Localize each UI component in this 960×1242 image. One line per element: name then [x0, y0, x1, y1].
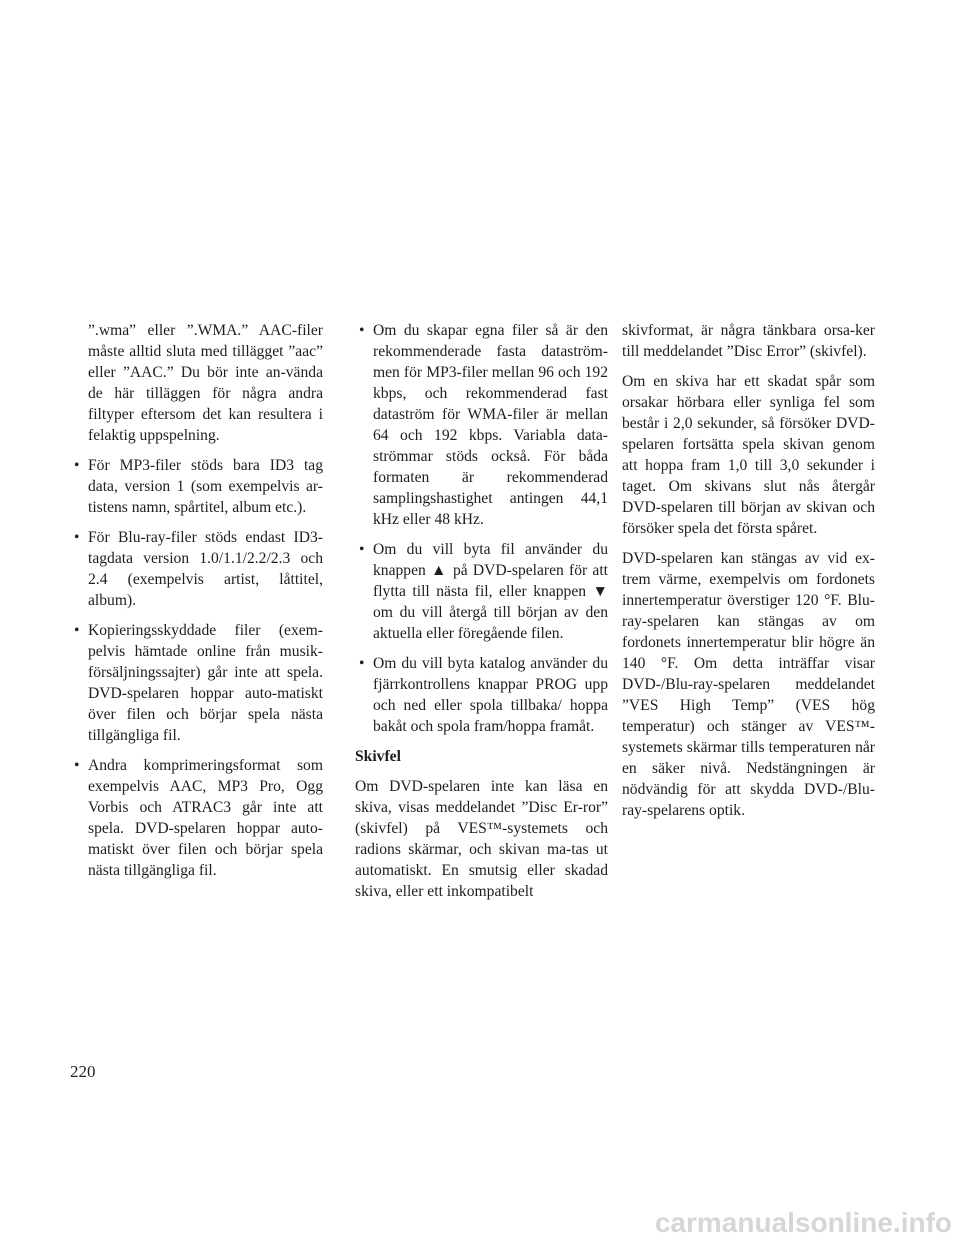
paragraph: skivformat, är några tänkbara orsa-ker till meddelandet ”Disc Error” (skivfel).: [622, 322, 875, 360]
list-item: • Om du vill byta fil använder du knappen ▲ på DVD-spelaren för att flytta till nästa fil, eller knappen ▼ om du vill återgå till början av den aktuella eller föregående filen.: [355, 539, 608, 644]
list-item: • Andra komprimeringsformat som exempelvis AAC, MP3 Pro, Ogg Vorbis och ATRAC3 går inte att spela. DVD-spelaren hoppar auto-matiskt över filen och börjar spela nästa tillgängliga fil.: [70, 755, 323, 881]
list-item: • Om du vill byta katalog använder du fjärrkontrollens knappar PROG upp och ned eller spola tillbaka/ hoppa bakåt och spola fram/hoppa framåt.: [355, 653, 608, 737]
bullet-list-2: [355, 320, 608, 737]
page-number: 220: [70, 1062, 96, 1081]
paragraph: Om en skiva har ett skadat spår som orsakar hörbara eller synliga fel som består i 2,0 sekunder, så försöker DVD-spelaren fortsätta spela skivan genom att hoppa fram 1,0 till 3,0 sekunder i taget. Om skivans slut nås återgår DVD-spelaren till början av skivan och försöker spela det första spåret.: [622, 373, 875, 537]
list-item: • Kopieringsskyddade filer (exem-pelvis hämtade online från musik-försäljningssajter) går inte att spela. DVD-spelaren hoppar auto-matiskt över filen och börjar spela nästa tillgängliga fil.: [70, 620, 323, 746]
watermark-logo: carmanualsonline.info: [654, 1207, 952, 1238]
paragraph: DVD-spelaren kan stängas av vid ex-trem värme, exempelvis om fordonets innertemperatur överstiger 120 °F. Blu-ray-spelaren kan stängas av om fordonets innertemperatur blir högre än 140 °F. Om detta inträffar visar DVD-/Blu-ray-spelaren meddelandet ”VES High Temp” (VES hög temperatur) och stänger av VES™-systemets skärmar tills temperaturen når en säker nivå. Nedstängningen är nödvändig för att skydda DVD-/Blu-ray-spelarens optik.: [622, 550, 875, 819]
column-1: [70, 320, 323, 890]
list-item: • För MP3-filer stöds bara ID3 tag data, version 1 (som exempelvis ar-tistens namn, spårtitel, album etc.).: [70, 455, 323, 518]
continued-paragraph: ”.wma” eller ”.WMA.” AAC-filer måste alltid sluta med tillägget ”aac” eller ”AAC.” Du bör inte an-vända de här tilläggen för några andra filtyper eftersom det kan resultera i felaktig uppspelning.: [88, 322, 323, 444]
bullet-list-1: [70, 455, 323, 881]
list-item: • Om du skapar egna filer så är den rekommenderade fasta dataström-men för MP3-filer mellan 96 och 192 kbps, och rekommenderad fast dataström för WMA-filer är mellan 64 och 192 kbps. Variabla data-strömmar stöds också. För båda formaten är rekommenderad samplingshastighet antingen 44,1 kHz eller 48 kHz.: [355, 320, 608, 530]
column-3: [622, 320, 875, 830]
section-heading: Skivfel: [355, 748, 401, 765]
list-item: • För Blu-ray-filer stöds endast ID3-tagdata version 1.0/1.1/2.2/2.3 och 2.4 (exempelvis artist, låttitel, album).: [70, 527, 323, 611]
paragraph: Om DVD-spelaren inte kan läsa en skiva, visas meddelandet ”Disc Er-ror” (skivfel) på VES™-systemets och radions skärmar, och skivan ma-tas ut automatiskt. En smutsig eller skadad skiva, eller ett inkompatibelt: [355, 778, 608, 900]
column-2: [355, 320, 608, 911]
